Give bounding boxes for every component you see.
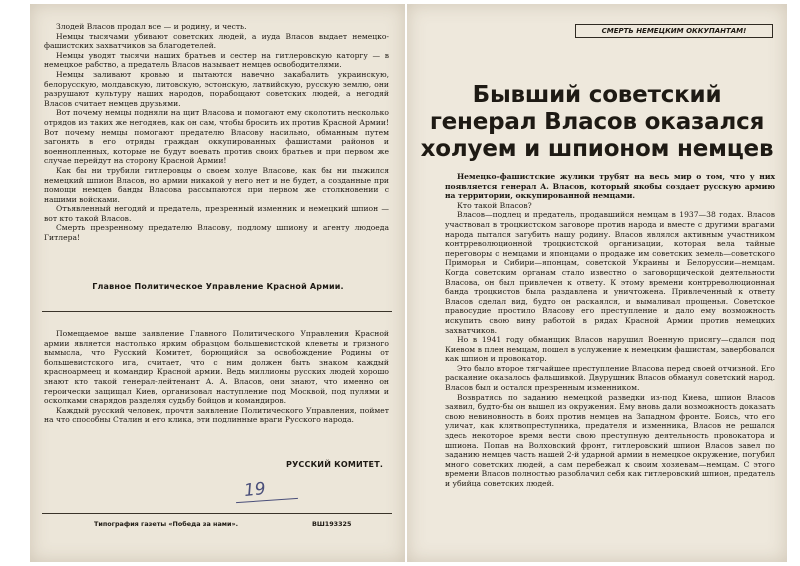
paragraph: Немцы уводят тысячи наших братьев и сестер на гитлеровскую каторгу — в немецкое рабство, а предатель Власов называет немцев освободителями.: [44, 50, 389, 70]
left-page: [30, 4, 405, 562]
paragraph: Немцы заливают кровью и пытаются навечно закабалить украинскую, белорусскую, молдавскую, литовскую, эстонскую, латвийскую, русскую землю, они разрушают культуру наших народов, порабощают советских людей, а негодяй Власов считает немцев друзьями.: [44, 69, 389, 108]
russian-committee-note: [44, 329, 389, 425]
paragraph: Это было второе тягчайшее преступление Власова перед своей отчизной. Его раскаяние оказалось фальшивкой. Двурушник Власов обманул советский народ. Власов был и остался презренным изменником.: [445, 363, 775, 393]
article-body: [445, 172, 775, 489]
slogan-box: СМЕРТЬ НЕМЕЦКИМ ОККУПАНТАМ!: [575, 24, 773, 38]
left-page-appeal: [44, 22, 389, 243]
paragraph: Но в 1941 году обманщик Власов нарушил Военную присягу—сдался под Киевом в плен немцам, пошел в услужение к немецким фашистам, завербовался как шпион и провокатор.: [445, 335, 775, 364]
paragraph: Как бы ни трубили гитлеровцы о своем холуе Власове, как бы ни пыжился немецкий шпион Власов, но армии никакой у него нет и не будет, а созданные при помощи немцев банды Власова рассыпаются при первом же столкновении с нашими войсками.: [44, 165, 389, 204]
headline: Бывший советский генерал Власов оказался холуем и шпионом немцев: [420, 82, 774, 162]
article-question: Кто такой Власов?: [457, 200, 532, 210]
signature-glavpur: Главное Политическое Управление Красной Армии.: [92, 282, 344, 291]
handwritten-page-number: 19: [243, 478, 267, 502]
paragraph: Немцы тысячами убивают советских людей, а иуда Власов выдает немецко-фашистских захватчиков за благодетелей.: [44, 31, 389, 51]
paragraph: Смерть презренному предателю Власову, подлому шпиону и агенту людоеда Гитлера!: [44, 223, 389, 243]
paragraph: Вот почему немцы подняли на щит Власова и помогают ему сколотить несколько отрядов из таких же негодяев, как он сам, чтобы бросить их против Красной Армии! Вот почему немцы помогают предателю Власову насильно, обманным путем загонять в его отряды граждан оккупированных фашистами районов и военнопленных, которые не будут воевать против своих братьев и при первом же случае перейдут на сторону Красной Армии!: [44, 108, 389, 166]
signature-committee: РУССКИЙ КОМИТЕТ.: [286, 460, 384, 469]
paragraph: Каждый русский человек, прочтя заявление Политического Управления, поймет на что способны Сталин и его клика, эти подлинные враги Русского народа.: [44, 405, 389, 425]
article-intro: Немецко-фашистские жулики трубят на весь мир о том, что у них появляется генерал А. Власов, который якобы создает русскую армию на территории, оккупированной немцами.: [445, 172, 775, 201]
paragraph: Отъявленный негодяй и предатель, презренный изменник и немецкий шпион — вот кто такой Власов.: [44, 204, 389, 223]
right-page: [407, 4, 787, 562]
printer-imprint: Типография газеты «Победа за нами».: [94, 520, 239, 528]
divider: [42, 513, 392, 514]
paragraph: Власов—подлец и предатель, продавшийся немцам в 1937—38 годах. Власов участвовал в троцкистском заговоре против народа и вместе с другими врагами народа пытался загубить нашу родину. Власов являлся активным участником контрреволюционной троцкистской организации, которая вела тайные переговоры с немцами и японцами о продаже им советских земель—советского Приморья и Сибири—японцам, советской Украины и Белоруссии—немцам. Когда советским органам стало известно о заговорщической деятельности Власова, он был привлечен к ответу. К этому времени контрреволюционная банда троцкистов была раздавлена и уничтожена. Привлеченный к ответу Власов сделал вид, будто он раскаялся, и вымаливал прощенья. Советское правосудие простило Власову его преступление и дало ему возможность искупить свою вину работой в рядах Красной Армии против немецких захватчиков.: [445, 210, 775, 335]
paragraph: Злодей Власов продал все — и родину, и честь.: [56, 22, 247, 31]
divider: [42, 311, 392, 312]
paragraph: Помещаемое выше заявление Главного Политического Управления Красной армии является настолько ярким образцом большевистской клеветы и грязного вымысла, что Русский Комитет, борющийся за освобождение Родины от большевистского ига, считает, что с ним должен быть знаком каждый красноармеец и командир Красной армии. Ведь миллионы русских людей хорошо знают кто такой генерал-лейтенант А. А. Власов, они знают, что именно он героически защищал Киев, организовал наступление под Москвой, под пулями и осколками снарядов разделяя судьбу бойцов и командиров.: [44, 329, 389, 406]
paragraph: Возвратясь по заданию немецкой разведки из-под Киева, шпион Власов заявил, будто-бы он вышел из окружения. Ему вновь дали возможность доказать свою невиновность в боях против немцев на Западном фронте. Боясь, что его уличат, как клятвопреступника, предателя и изменника, Власов не решался здесь некоторое время вести свою преступную деятельность провокатора и шпиона. Попав на Волховский фронт, гитлеровский шпион Власов завел по заданию немцев часть нашей 2-й ударной армии в немецкое окружение, погубил много советских людей, а сам перебежал к своим хозяевам—немцам. С этого времени Власов полностью разоблачил себя как гитлеровский шпион, предатель и убийца советских людей.: [445, 392, 775, 488]
print-code: ВШ193325: [312, 520, 352, 528]
